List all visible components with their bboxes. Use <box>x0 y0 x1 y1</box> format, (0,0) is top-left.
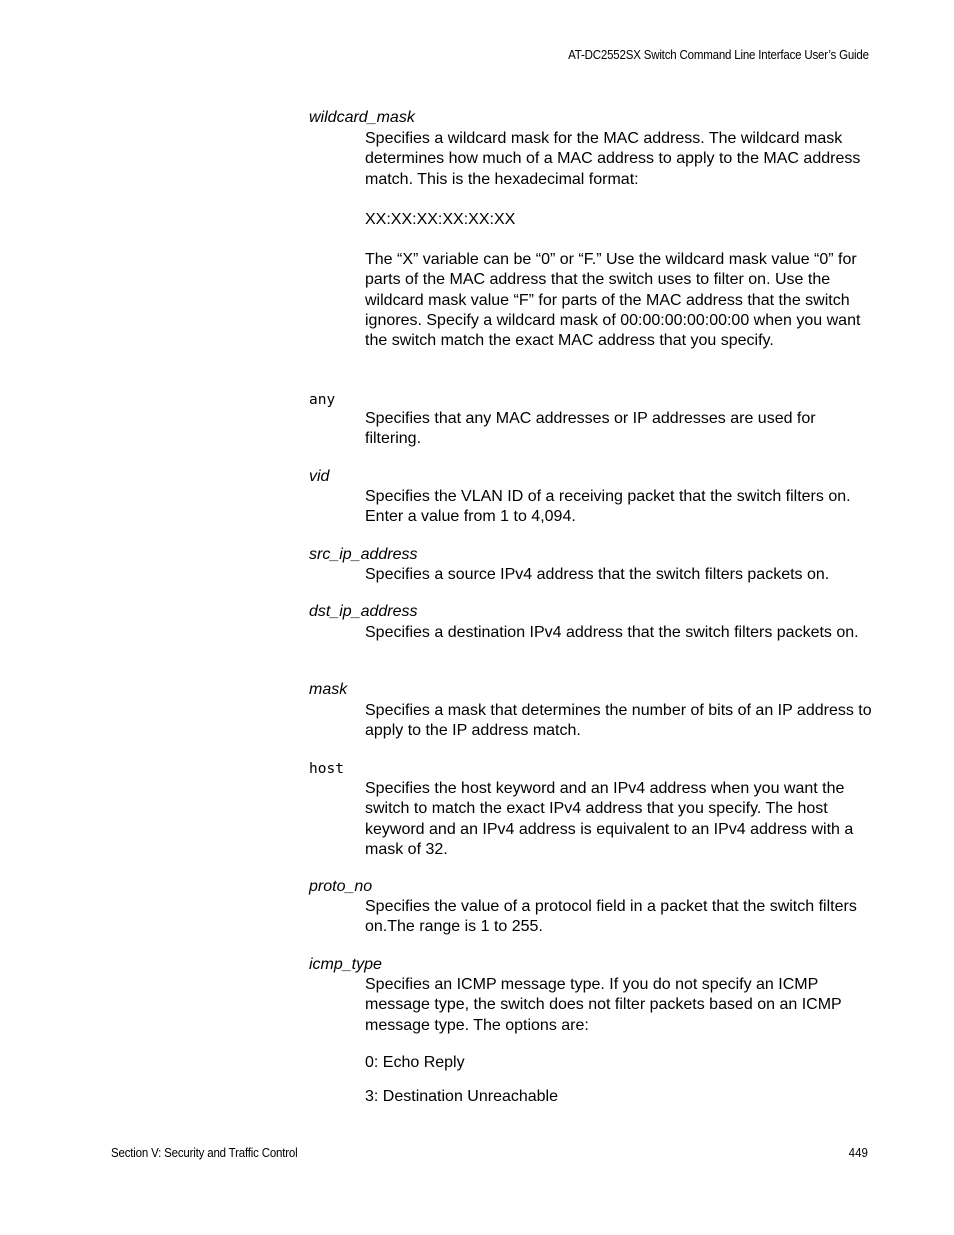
page-number: 449 <box>848 1146 868 1160</box>
param-desc-wildcard-mask: Specifies a wildcard mask for the MAC address. The wildcard mask determines how much of a MAC address to apply to the MAC address match. This is the hexadecimal format: <box>365 130 861 188</box>
icmp-option-destination-unreachable: 3: Destination Unreachable <box>365 1088 559 1105</box>
running-header: AT-DC2552SX Switch Command Line Interface User’s Guide <box>568 48 869 62</box>
param-term-any: any <box>309 392 336 408</box>
param-term-mask: mask <box>309 681 348 698</box>
param-desc-dst-ip-address: Specifies a destination IPv4 address that the switch filters packets on. <box>365 624 859 641</box>
param-desc-host: Specifies the host keyword and an IPv4 address when you want the switch to match the exact IPv4 address that you specify. The host keyword and an IPv4 address is equivalent to an IPv4 address with a mask of 32. <box>365 780 854 858</box>
param-desc-mask: Specifies a mask that determines the number of bits of an IP address to apply to the IP address match. <box>365 702 872 740</box>
param-desc-src-ip-address: Specifies a source IPv4 address that the switch filters packets on. <box>365 566 830 583</box>
param-term-wildcard-mask: wildcard_mask <box>309 109 415 126</box>
param-term-proto-no: proto_no <box>309 878 373 895</box>
footer-section-title: Section V: Security and Traffic Control <box>111 1146 298 1160</box>
icmp-option-echo-reply: 0: Echo Reply <box>365 1054 465 1071</box>
param-desc-vid: Specifies the VLAN ID of a receiving packet that the switch filters on. Enter a value from 1 to 4,094. <box>365 488 851 526</box>
param-desc-wildcard-mask-detail: The “X” variable can be “0” or “F.” Use the wildcard mask value “0” for parts of the MAC address that the switch uses to filter on. Use the wildcard mask value “F” for parts of the MAC address that the switch ignores. Specify a wildcard mask of 00:00:00:00:00:00 when you want the switch match the exact MAC address that you specify. <box>365 251 861 350</box>
param-desc-icmp-type: Specifies an ICMP message type. If you do not specify an ICMP message type, the switch does not filter packets based on an ICMP message type. The options are: <box>365 976 842 1034</box>
param-desc-any: Specifies that any MAC addresses or IP addresses are used for filtering. <box>365 410 816 448</box>
param-desc-proto-no: Specifies the value of a protocol field in a packet that the switch filters on.The range is 1 to 255. <box>365 898 857 936</box>
param-term-vid: vid <box>309 468 330 485</box>
mac-format-example: XX:XX:XX:XX:XX:XX <box>365 211 516 228</box>
param-term-dst-ip-address: dst_ip_address <box>309 603 418 620</box>
param-term-src-ip-address: src_ip_address <box>309 546 418 563</box>
param-term-host: host <box>309 761 344 777</box>
param-term-icmp-type: icmp_type <box>309 956 382 973</box>
